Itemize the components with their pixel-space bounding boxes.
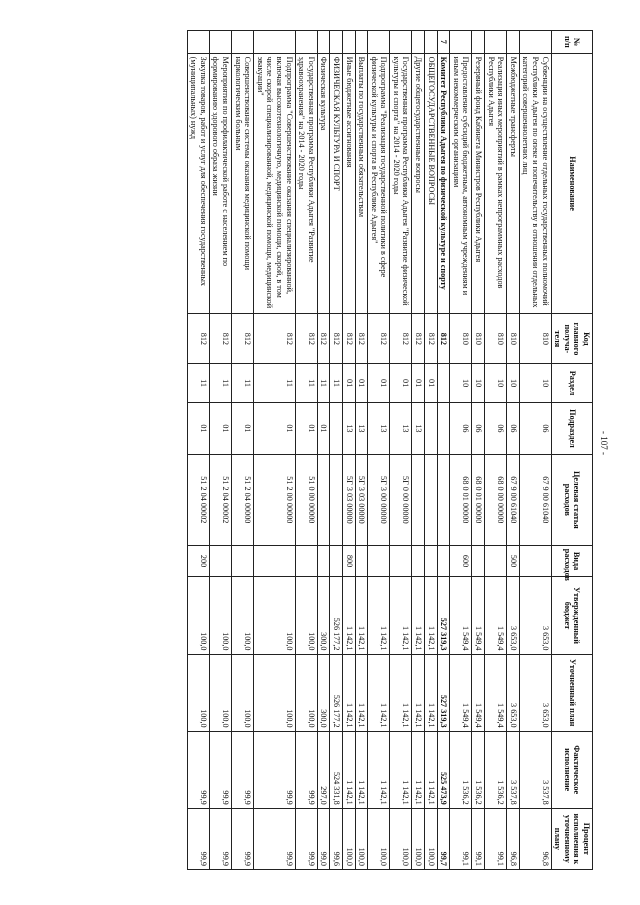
cell-plan: 100,0 bbox=[187, 654, 209, 731]
column-header: Код главного получа-теля bbox=[551, 314, 592, 364]
cell-csr bbox=[425, 455, 438, 546]
cell-pct: 100,0 bbox=[390, 808, 412, 869]
cell-plan: 100,0 bbox=[254, 654, 295, 731]
cell-pct: 100,0 bbox=[342, 808, 355, 869]
cell-csr: 51 2 04 00002 bbox=[187, 455, 209, 546]
cell-num bbox=[507, 31, 520, 54]
cell-pct: 100,0 bbox=[368, 808, 390, 869]
cell-pct: 99,1 bbox=[450, 808, 472, 869]
cell-csr: 68 0 01 00000 bbox=[472, 455, 485, 546]
cell-approved: 100,0 bbox=[187, 577, 209, 654]
cell-code: 812 bbox=[355, 314, 368, 364]
table-row bbox=[187, 31, 209, 870]
cell-plan: 1 549,4 bbox=[472, 654, 485, 731]
cell-vr bbox=[330, 545, 343, 577]
cell-pct: 99,6 bbox=[330, 808, 343, 869]
cell-fact: 525 473,9 bbox=[437, 731, 450, 808]
cell-fact: 297,0 bbox=[317, 731, 330, 808]
cell-name: Государственная программа Республики Адыгея "Развитие здравоохранения" на 2014 - 2020 годы bbox=[295, 53, 317, 314]
cell-pct: 99,9 bbox=[254, 808, 295, 869]
cell-vr: 200 bbox=[187, 545, 209, 577]
cell-vr bbox=[254, 545, 295, 577]
cell-approved: 1 142,1 bbox=[355, 577, 368, 654]
cell-fact: 1 142,1 bbox=[425, 731, 438, 808]
cell-vr: 500 bbox=[507, 545, 520, 577]
cell-num bbox=[232, 31, 254, 54]
cell-vr bbox=[390, 545, 412, 577]
cell-vr: 600 bbox=[450, 545, 472, 577]
cell-approved: 1 142,1 bbox=[390, 577, 412, 654]
cell-fact: 1 142,1 bbox=[355, 731, 368, 808]
cell-podrazdel: 13 bbox=[390, 402, 412, 454]
cell-podrazdel: 01 bbox=[254, 402, 295, 454]
cell-num bbox=[295, 31, 317, 54]
cell-approved: 1 142,1 bbox=[342, 577, 355, 654]
cell-plan: 3 653,0 bbox=[519, 654, 551, 731]
cell-csr bbox=[437, 455, 450, 546]
cell-plan: 1 142,1 bbox=[342, 654, 355, 731]
cell-fact: 1 142,1 bbox=[390, 731, 412, 808]
cell-fact: 99,9 bbox=[254, 731, 295, 808]
cell-approved: 1 142,1 bbox=[368, 577, 390, 654]
cell-num bbox=[254, 31, 295, 54]
column-header: Фактическое исполнение bbox=[551, 731, 592, 808]
column-header: Наименование bbox=[551, 53, 592, 314]
cell-csr: 51 0 00 00000 bbox=[295, 455, 317, 546]
cell-name: Закупка товаров, работ и услуг для обеспечения государственных (муниципальных) нужд bbox=[187, 53, 209, 314]
column-header: Подраздел bbox=[551, 402, 592, 454]
cell-plan: 1 549,4 bbox=[485, 654, 507, 731]
cell-pct: 99,9 bbox=[295, 808, 317, 869]
cell-code: 812 bbox=[390, 314, 412, 364]
rotated-page bbox=[187, 30, 593, 870]
cell-fact: 1 142,1 bbox=[342, 731, 355, 808]
cell-vr bbox=[209, 545, 231, 577]
table-row bbox=[519, 31, 551, 870]
cell-name: ОБЩЕГОСУДАРСТВЕННЫЕ ВОПРОСЫ bbox=[425, 53, 438, 314]
cell-name: Межбюджетные трансферты bbox=[507, 53, 520, 314]
page-number: - 107 - bbox=[599, 431, 609, 455]
table-row bbox=[412, 31, 425, 870]
cell-plan: 100,0 bbox=[295, 654, 317, 731]
cell-approved: 1 142,1 bbox=[425, 577, 438, 654]
cell-approved: 100,0 bbox=[209, 577, 231, 654]
cell-code: 810 bbox=[485, 314, 507, 364]
cell-csr: 5Г 3 00 00000 bbox=[368, 455, 390, 546]
column-header: Уточненный план bbox=[551, 654, 592, 731]
cell-plan: 1 142,1 bbox=[355, 654, 368, 731]
cell-vr: 800 bbox=[342, 545, 355, 577]
cell-plan: 1 142,1 bbox=[368, 654, 390, 731]
cell-razdel: 01 bbox=[425, 364, 438, 403]
cell-podrazdel: 01 bbox=[295, 402, 317, 454]
column-header: Вида расходов bbox=[551, 545, 592, 577]
cell-razdel: 11 bbox=[330, 364, 343, 403]
cell-fact: 1 536,2 bbox=[450, 731, 472, 808]
cell-podrazdel: 06 bbox=[485, 402, 507, 454]
cell-code: 812 bbox=[187, 314, 209, 364]
cell-num bbox=[342, 31, 355, 54]
cell-razdel: 01 bbox=[412, 364, 425, 403]
cell-csr bbox=[317, 455, 330, 546]
cell-code: 812 bbox=[232, 314, 254, 364]
cell-fact: 99,9 bbox=[232, 731, 254, 808]
cell-approved: 1 549,4 bbox=[472, 577, 485, 654]
cell-num bbox=[317, 31, 330, 54]
cell-num bbox=[412, 31, 425, 54]
cell-plan: 526 177,2 bbox=[330, 654, 343, 731]
cell-fact: 99,9 bbox=[209, 731, 231, 808]
cell-code: 812 bbox=[342, 314, 355, 364]
cell-pct: 99,9 bbox=[187, 808, 209, 869]
cell-code: 812 bbox=[295, 314, 317, 364]
cell-code: 812 bbox=[412, 314, 425, 364]
cell-podrazdel: 01 bbox=[187, 402, 209, 454]
cell-name: Совершенствование системы оказания медицинской помощи наркологическим больным bbox=[232, 53, 254, 314]
cell-name: Мероприятия по профилактической работе с населением по формированию здорового образа жизни bbox=[209, 53, 231, 314]
cell-csr: 67 9 00 61040 bbox=[507, 455, 520, 546]
cell-vr bbox=[485, 545, 507, 577]
cell-pct: 99,1 bbox=[472, 808, 485, 869]
cell-csr: 51 2 04 00000 bbox=[232, 455, 254, 546]
cell-name: Выплаты по государственным обязательствам bbox=[355, 53, 368, 314]
cell-vr bbox=[355, 545, 368, 577]
cell-razdel: 01 bbox=[342, 364, 355, 403]
cell-name: Другие общегосударственные вопросы bbox=[412, 53, 425, 314]
table-row bbox=[209, 31, 231, 870]
cell-num bbox=[450, 31, 472, 54]
table-row bbox=[368, 31, 390, 870]
cell-fact: 524 331,8 bbox=[330, 731, 343, 808]
cell-podrazdel: 06 bbox=[450, 402, 472, 454]
cell-num bbox=[519, 31, 551, 54]
cell-pct: 100,0 bbox=[355, 808, 368, 869]
cell-razdel: 10 bbox=[519, 364, 551, 403]
cell-fact: 1 142,1 bbox=[368, 731, 390, 808]
cell-pct: 99,9 bbox=[209, 808, 231, 869]
cell-razdel: 11 bbox=[209, 364, 231, 403]
table-row bbox=[355, 31, 368, 870]
table-row bbox=[330, 31, 343, 870]
column-header: Утвержденный бюджет bbox=[551, 577, 592, 654]
cell-approved: 100,0 bbox=[254, 577, 295, 654]
table-row bbox=[485, 31, 507, 870]
table-row bbox=[507, 31, 520, 870]
table-row bbox=[437, 31, 450, 870]
cell-razdel: 10 bbox=[472, 364, 485, 403]
cell-podrazdel: 06 bbox=[519, 402, 551, 454]
table-row bbox=[232, 31, 254, 870]
cell-fact: 3 537,8 bbox=[507, 731, 520, 808]
cell-razdel: 11 bbox=[232, 364, 254, 403]
cell-pct: 100,0 bbox=[425, 808, 438, 869]
cell-plan: 100,0 bbox=[232, 654, 254, 731]
cell-vr bbox=[232, 545, 254, 577]
cell-plan: 100,0 bbox=[209, 654, 231, 731]
cell-code: 812 bbox=[254, 314, 295, 364]
cell-csr: 5Г 3 03 00000 bbox=[342, 455, 355, 546]
cell-podrazdel: 06 bbox=[472, 402, 485, 454]
cell-code: 812 bbox=[437, 314, 450, 364]
cell-fact: 3 537,8 bbox=[519, 731, 551, 808]
cell-vr bbox=[412, 545, 425, 577]
cell-approved: 526 177,2 bbox=[330, 577, 343, 654]
cell-fact: 99,9 bbox=[295, 731, 317, 808]
cell-name: Подпрограмма "Совершенствование оказания специализированной, включая высокотехнологичную, медицинской помощи, скорой, в том числе скорой специализированной, медицинской помощи, медицинской эвакуации" bbox=[254, 53, 295, 314]
cell-num: 7 bbox=[437, 31, 450, 54]
cell-plan: 1 142,1 bbox=[425, 654, 438, 731]
cell-csr: 67 9 00 61040 bbox=[519, 455, 551, 546]
cell-vr bbox=[519, 545, 551, 577]
table-row bbox=[425, 31, 438, 870]
table-row bbox=[254, 31, 295, 870]
cell-code: 810 bbox=[450, 314, 472, 364]
cell-podrazdel bbox=[330, 402, 343, 454]
cell-csr: 5Г 0 00 00000 bbox=[390, 455, 412, 546]
cell-plan: 1 549,4 bbox=[450, 654, 472, 731]
cell-vr bbox=[368, 545, 390, 577]
cell-fact: 99,9 bbox=[187, 731, 209, 808]
cell-num bbox=[368, 31, 390, 54]
cell-razdel: 01 bbox=[355, 364, 368, 403]
cell-num bbox=[355, 31, 368, 54]
cell-name: Резервный фонд Кабинета Министров Республики Адыгея bbox=[472, 53, 485, 314]
cell-plan: 527 319,3 bbox=[437, 654, 450, 731]
cell-podrazdel: 13 bbox=[368, 402, 390, 454]
cell-name: ФИЗИЧЕСКАЯ КУЛЬТУРА И СПОРТ bbox=[330, 53, 343, 314]
cell-podrazdel: 13 bbox=[412, 402, 425, 454]
cell-vr bbox=[472, 545, 485, 577]
cell-csr: 68 0 00 00000 bbox=[485, 455, 507, 546]
cell-code: 812 bbox=[330, 314, 343, 364]
cell-name: Государственная программа Республики Адыгея "Развитие физической культуры и спорта" на 2014 - 2020 годы bbox=[390, 53, 412, 314]
cell-razdel: 11 bbox=[295, 364, 317, 403]
cell-approved: 1 549,4 bbox=[485, 577, 507, 654]
cell-pct: 96,8 bbox=[507, 808, 520, 869]
cell-code: 812 bbox=[368, 314, 390, 364]
cell-razdel: 10 bbox=[450, 364, 472, 403]
cell-podrazdel: 13 bbox=[342, 402, 355, 454]
cell-name: Подпрограмма "Реализация государственной политики в сфере физической культуры и спорта в Республике Адыгея" bbox=[368, 53, 390, 314]
cell-name: Комитет Республики Адыгея по физической культуре и спорту bbox=[437, 53, 450, 314]
table-body bbox=[187, 31, 551, 870]
cell-name: Предоставление субсидий бюджетным, автономным учреждениям и иным некоммерческим организациям bbox=[450, 53, 472, 314]
cell-vr bbox=[317, 545, 330, 577]
cell-num bbox=[187, 31, 209, 54]
cell-razdel: 01 bbox=[368, 364, 390, 403]
cell-csr bbox=[330, 455, 343, 546]
cell-pct: 99,0 bbox=[317, 808, 330, 869]
cell-fact: 1 142,1 bbox=[412, 731, 425, 808]
column-header: Целевая статья расходов bbox=[551, 455, 592, 546]
budget-table bbox=[187, 30, 593, 870]
cell-razdel bbox=[437, 364, 450, 403]
cell-name: Физическая культура bbox=[317, 53, 330, 314]
cell-pct: 96,8 bbox=[519, 808, 551, 869]
cell-num bbox=[390, 31, 412, 54]
cell-approved: 1 142,1 bbox=[412, 577, 425, 654]
cell-approved: 527 319,3 bbox=[437, 577, 450, 654]
cell-podrazdel: 01 bbox=[209, 402, 231, 454]
cell-code: 812 bbox=[317, 314, 330, 364]
cell-approved: 1 549,4 bbox=[450, 577, 472, 654]
cell-num bbox=[485, 31, 507, 54]
table-row bbox=[390, 31, 412, 870]
table-row bbox=[472, 31, 485, 870]
cell-fact: 1 536,2 bbox=[485, 731, 507, 808]
cell-num bbox=[330, 31, 343, 54]
cell-code: 812 bbox=[425, 314, 438, 364]
cell-podrazdel bbox=[437, 402, 450, 454]
cell-podrazdel: 01 bbox=[232, 402, 254, 454]
table-row bbox=[450, 31, 472, 870]
cell-approved: 100,0 bbox=[295, 577, 317, 654]
cell-razdel: 10 bbox=[507, 364, 520, 403]
cell-plan: 3 653,0 bbox=[507, 654, 520, 731]
cell-num bbox=[209, 31, 231, 54]
table-row bbox=[342, 31, 355, 870]
cell-podrazdel bbox=[425, 402, 438, 454]
cell-razdel: 01 bbox=[390, 364, 412, 403]
table-row bbox=[317, 31, 330, 870]
cell-vr bbox=[295, 545, 317, 577]
cell-podrazdel: 06 bbox=[507, 402, 520, 454]
cell-approved: 100,0 bbox=[232, 577, 254, 654]
column-header: Раздел bbox=[551, 364, 592, 403]
cell-approved: 300,0 bbox=[317, 577, 330, 654]
cell-name: Реализация иных мероприятий в рамках непрограммных расходов Республики Адыгея bbox=[485, 53, 507, 314]
cell-num bbox=[425, 31, 438, 54]
cell-razdel: 10 bbox=[485, 364, 507, 403]
cell-name: Иные бюджетные ассигнования bbox=[342, 53, 355, 314]
cell-razdel: 11 bbox=[317, 364, 330, 403]
cell-razdel: 11 bbox=[254, 364, 295, 403]
cell-approved: 3 653,0 bbox=[507, 577, 520, 654]
cell-pct: 99,7 bbox=[437, 808, 450, 869]
cell-podrazdel: 13 bbox=[355, 402, 368, 454]
cell-csr: 68 0 01 00000 bbox=[450, 455, 472, 546]
cell-code: 810 bbox=[519, 314, 551, 364]
cell-fact: 1 536,2 bbox=[472, 731, 485, 808]
cell-approved: 3 653,0 bbox=[519, 577, 551, 654]
cell-plan: 1 142,1 bbox=[412, 654, 425, 731]
column-header: Процент исполнения к уточненному плану bbox=[551, 808, 592, 869]
cell-code: 810 bbox=[507, 314, 520, 364]
table-header-row bbox=[551, 31, 592, 870]
cell-csr: 51 2 04 00002 bbox=[209, 455, 231, 546]
cell-pct: 99,9 bbox=[232, 808, 254, 869]
cell-code: 810 bbox=[472, 314, 485, 364]
cell-plan: 300,0 bbox=[317, 654, 330, 731]
cell-csr bbox=[412, 455, 425, 546]
cell-name: Субвенции на осуществление отдельных государственных полномочий Республики Адыгея по опеке и попечительству в отношении отдельных категорий совершеннолетних лиц bbox=[519, 53, 551, 314]
cell-podrazdel: 01 bbox=[317, 402, 330, 454]
column-header: № п/п bbox=[551, 31, 592, 54]
table-row bbox=[295, 31, 317, 870]
cell-pct: 99,1 bbox=[485, 808, 507, 869]
cell-pct: 100,0 bbox=[412, 808, 425, 869]
cell-plan: 1 142,1 bbox=[390, 654, 412, 731]
cell-vr bbox=[437, 545, 450, 577]
cell-razdel: 11 bbox=[187, 364, 209, 403]
cell-num bbox=[472, 31, 485, 54]
cell-csr: 51 2 00 00000 bbox=[254, 455, 295, 546]
cell-vr bbox=[425, 545, 438, 577]
cell-code: 812 bbox=[209, 314, 231, 364]
cell-csr: 5Г 3 03 00000 bbox=[355, 455, 368, 546]
